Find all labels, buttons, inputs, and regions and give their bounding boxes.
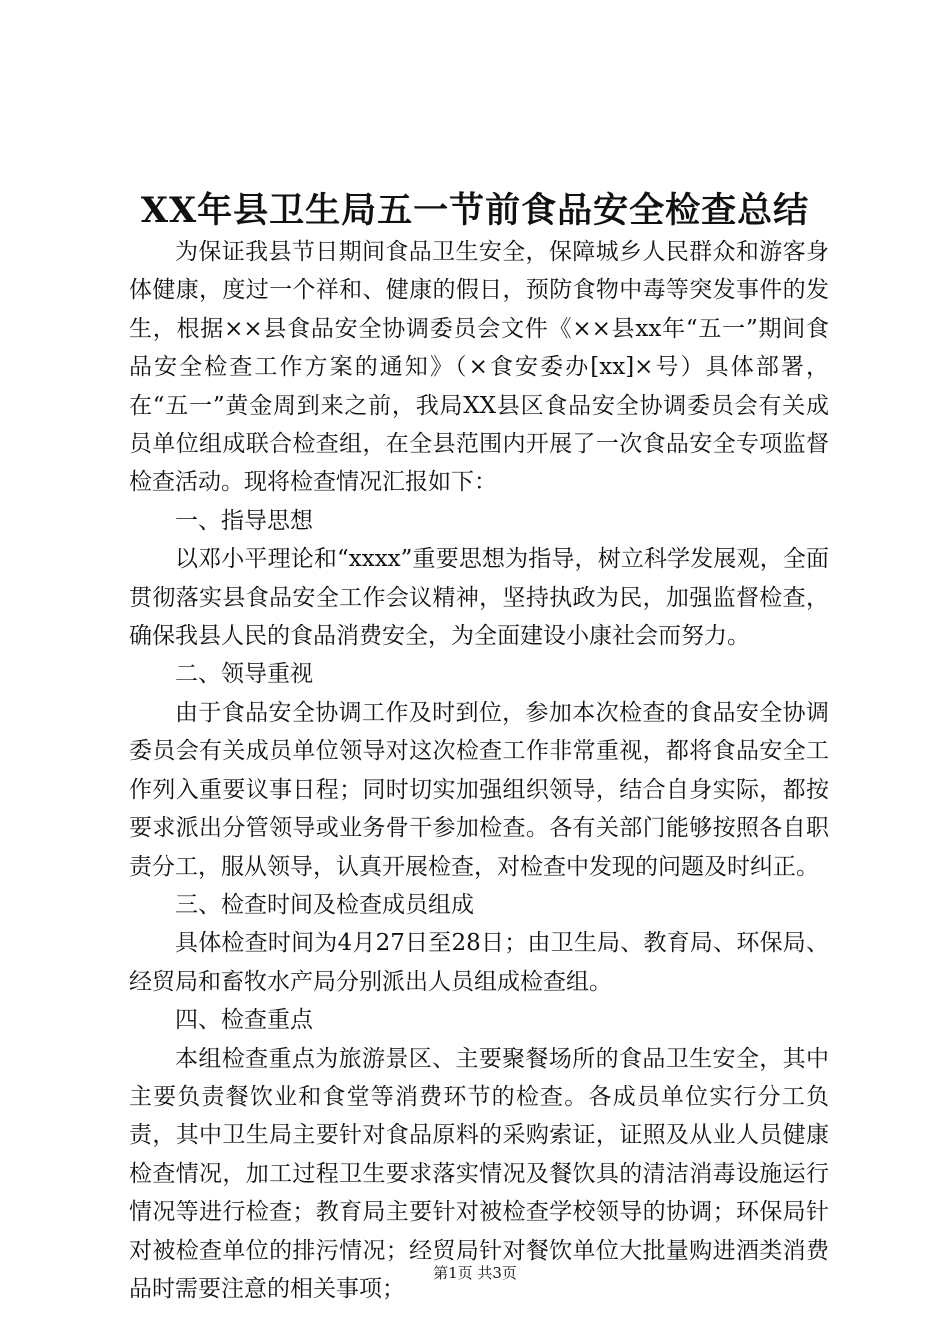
section-heading-inspection-time: 三、检查时间及检查成员组成: [175, 891, 474, 918]
section-heading-leadership: 二、领导重视: [175, 661, 313, 688]
leadership-paragraph: 由于食品安全协调工作及时到位，参加本次检查的食品安全协调委员会有关成员单位领导对这次检查工作非常重视，都将食品安全工作列入重要议事日程；同时切实加强组织领导，结合自身实际，都按要求派出分管领导或业务骨干参加检查。各有关部门能够按照各自职责分工，服从领导，认真开展检查，对检查中发现的问题及时纠正。: [129, 699, 829, 880]
guiding-ideology-paragraph: 以邓小平理论和“xxxx”重要思想为指导，树立科学发展观，全面贯彻落实县食品安全工作会议精神，坚持执政为民，加强监督检查，确保我县人民的食品消费安全，为全面建设小康社会而努力。: [129, 546, 829, 650]
section-heading-guiding-ideology: 一、指导思想: [175, 507, 313, 534]
inspection-time-paragraph: 具体检查时间为4月27日至28日；由卫生局、教育局、环保局、经贸局和畜牧水产局分别派出人员组成检查组。: [129, 930, 829, 995]
section-heading-inspection-focus: 四、检查重点: [175, 1007, 313, 1034]
document-body: [129, 233, 829, 1308]
document-title: XX年县卫生局五一节前食品安全检查总结: [140, 190, 810, 231]
page-number: 第1页 共3页: [433, 1264, 517, 1282]
inspection-focus-paragraph: 本组检查重点为旅游景区、主要聚餐场所的食品卫生安全，其中主要负责餐饮业和食堂等消费环节的检查。各成员单位实行分工负责，其中卫生局主要针对食品原料的采购索证，证照及从业人员健康检查情况，加工过程卫生要求落实情况及餐饮具的清洁消毒设施运行情况等进行检查；教育局主要针对被检查学校领导的协调；环保局针对被检查单位的排污情况；经贸局针对餐饮单位大批量购进酒类消费品时需要注意的相关事项；: [129, 1045, 829, 1302]
intro-paragraph: 为保证我县节日期间食品卫生安全，保障城乡人民群众和游客身体健康，度过一个祥和、健康的假日，预防食物中毒等突发事件的发生，根据××县食品安全协调委员会文件《××县xx年“五一”期间食品安全检查工作方案的通知》（×食安委办[xx]×号）具体部署，在“五一”黄金周到来之前，我局XX县区食品安全协调委员会有关成员单位组成联合检查组，在全县范围内开展了一次食品安全专项监督检查活动。现将检查情况汇报如下：: [129, 239, 829, 496]
